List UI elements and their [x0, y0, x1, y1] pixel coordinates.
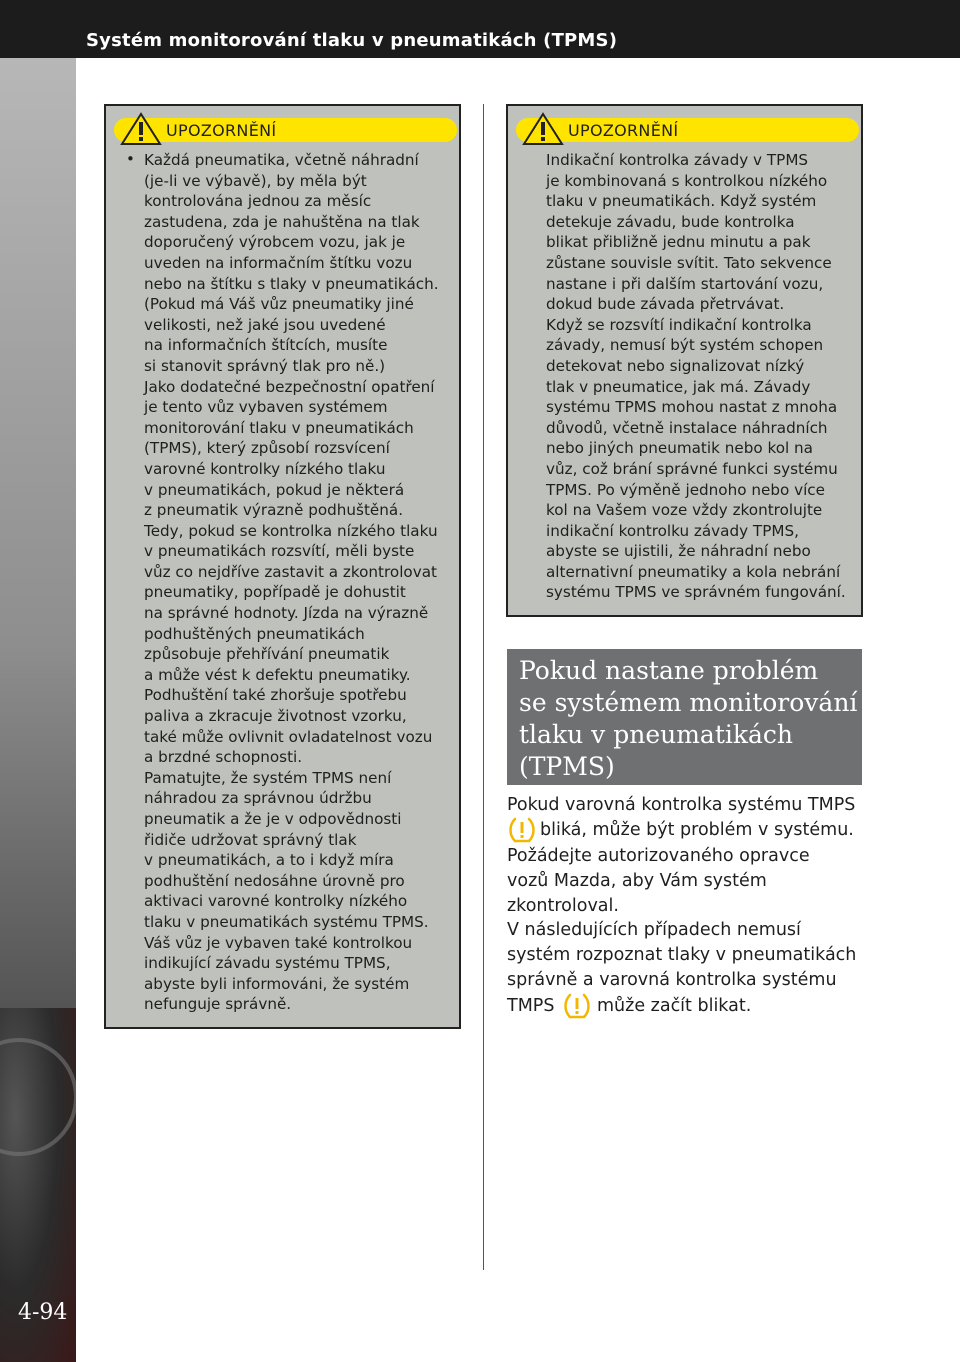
section-title: Pokud nastane problém se systémem monitorování tlaku v pneumatikách (TPMS) [519, 656, 858, 781]
page-header-title: Systém monitorování tlaku v pneumatikách (TPMS) [86, 30, 618, 51]
header-bar [0, 0, 960, 58]
tpms-warning-icon [507, 815, 537, 845]
body-line-1: Pokud varovná kontrolka systému TMPS [507, 795, 856, 815]
left-warning-label: UPOZORNĚNÍ [166, 120, 277, 140]
body-line-9b: může začít blikat. [597, 996, 752, 1016]
left-warning-header [114, 118, 457, 142]
body-line-2: bliká, může být problém v systému. [540, 820, 854, 840]
body-line-7: systém rozpoznat tlaky v pneumatikách [507, 945, 857, 965]
body-line-5: zkontroloval. [507, 896, 619, 916]
right-warning-header [516, 118, 859, 142]
section-heading-box [507, 649, 862, 785]
warning-triangle-icon [120, 112, 162, 146]
left-warning-text: Každá pneumatika, včetně náhradní (je-li ve výbavě), by měla být kontrolována jednou za měsíc zastudena, zda je nahuštěna na tlak doporučený výrobcem vozu, jak je uveden na informačním štítku vozu nebo na štítku s tlaky v pneumatikách. (Pokud má Váš vůz pneumatiky jiné velikosti, než jaké jsou uvedené na informačních štítcích, musíte si stanovit správný tlak pro ně.) Jako dodatečné bezpečnostní opatření je tento vůz vybaven systémem monitorování tlaku v pneumatikách (TPMS), který způsobí rozsvícení varovné kontrolky nízkého tlaku v pneumatikách, pokud je některá z pneumatik výrazně podhuštěná. Tedy, pokud se kontrolka nízkého tlaku v pneumatikách rozsvítí, měli byste vůz co nejdříve zastavit a zkontrolovat pneumatiky, popřípadě je dohustit na správné hodnoty. Jízda na výrazně podhuštěných pneumatikách způsobuje přehřívání pneumatik a může vést k defektu pneumatiky. Podhuštění také zhoršuje spotřebu paliva a zkracuje životnost vzorku, také může ovlivnit ovladatelnost vozu a brzdné schopnosti. Pamatujte, že systém TPMS není náhradou za správnou údržbu pneumatik a že je v odpovědnosti řidiče udržovat správný tlak v pneumatikách, a to i když míra podhuštění nedosáhne úrovně pro aktivaci varovné kontrolky nízkého tlaku v pneumatikách systému TPMS. Váš vůz je vybaven také kontrolkou indikující závadu systému TPMS, abyste byli informováni, že systém nefunguje správně. [144, 151, 439, 1014]
right-warning-label: UPOZORNĚNÍ [568, 120, 679, 140]
right-warning-box [506, 104, 863, 617]
body-line-3: Požádejte autorizovaného opravce [507, 846, 810, 866]
left-warning-bullet: • [126, 150, 135, 168]
body-line-4: vozů Mazda, aby Vám systém [507, 871, 767, 891]
body-line-9a: TMPS [507, 996, 555, 1016]
column-divider [483, 104, 484, 1270]
right-warning-text: Indikační kontrolka závady v TPMS je kombinovaná s kontrolkou nízkého tlaku v pneumatikách. Když systém detekuje závadu, bude kontrolka blikat přibližně jednu minutu a pak zůstane souvisle svítit. Tato sekvence nastane i při dalším startování vozu, dokud bude závada přetrvávat. Když se rozsvítí indikační kontrolka závady, nemusí být systém schopen detekovat nebo signalizovat nízký tlak v pneumatice, jak má. Závady systému TPMS mohou nastat z mnoha důvodů, včetně instalace náhradních nebo jiných pneumatik nebo kol na vůz, což brání správné funkci systému TPMS. Po výměně jednoho nebo více kol na Vašem voze vždy zkontrolujte indikační kontrolku závady TPMS, abyste se ujistili, že náhradní nebo alternativní pneumatiky a kola nebrání systému TPMS ve správném fungování. [546, 151, 846, 602]
warning-triangle-icon [522, 112, 564, 146]
body-line-8: správně a varovná kontrolka systému [507, 970, 837, 990]
sidebar-photo-strip [0, 58, 76, 1362]
left-warning-box [104, 104, 461, 1029]
body-line-6: V následujících případech nemusí [507, 920, 801, 940]
tpms-warning-icon [562, 991, 592, 1021]
page-number: 4-94 [18, 1300, 68, 1325]
